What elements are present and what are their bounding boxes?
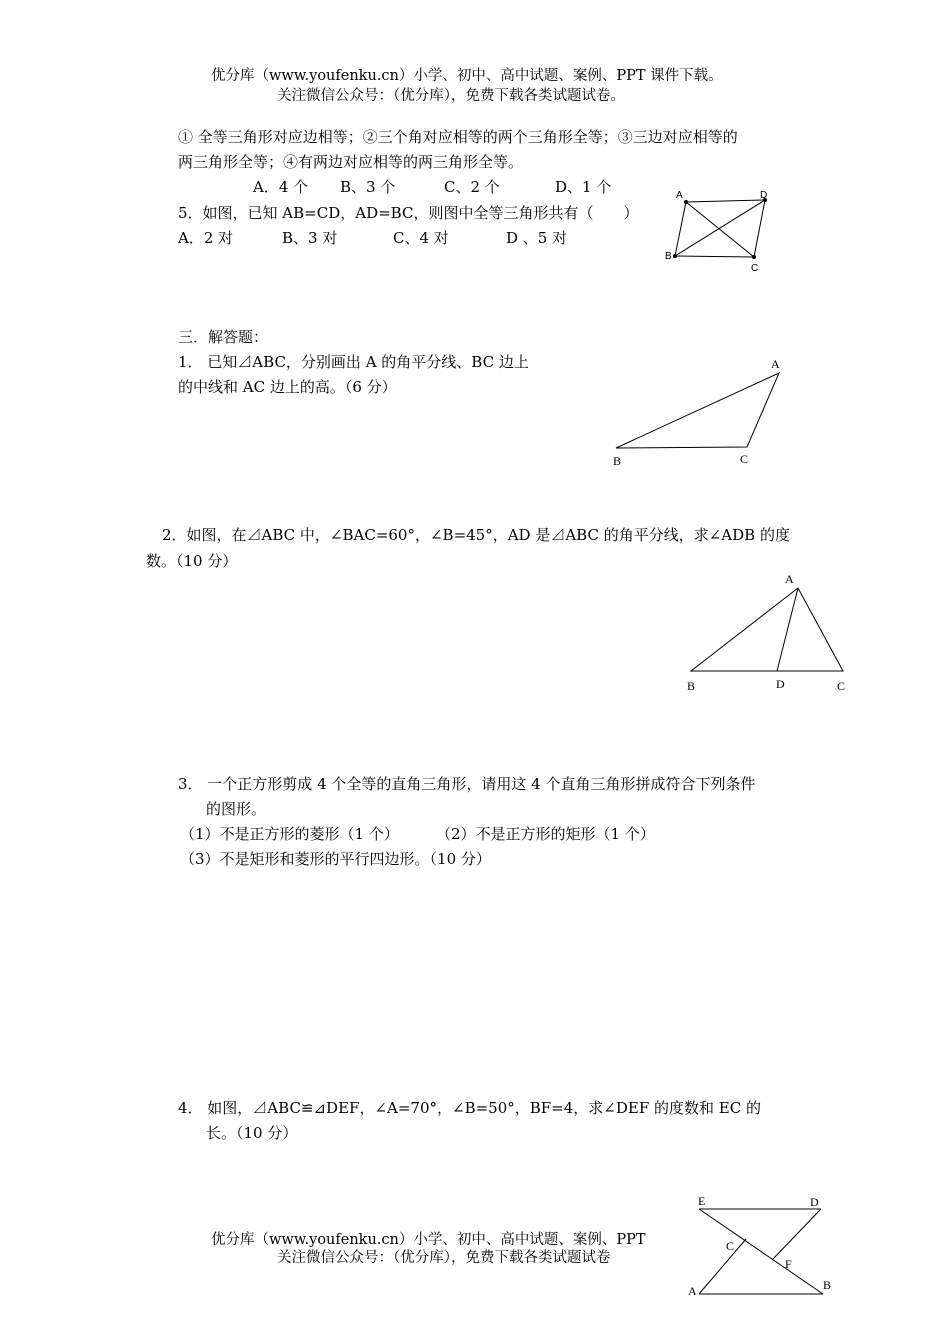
section-3-title: 三．解答题： bbox=[178, 328, 269, 346]
p4-figure-triangles bbox=[680, 1190, 850, 1300]
p4-line-1: 4． 如图，⊿ABC≌⊿DEF，∠A=70°，∠B=50°，BF=4，求∠DEF 的度数和 EC 的 bbox=[178, 1099, 761, 1117]
diagonal-db bbox=[675, 200, 765, 256]
segment-dc bbox=[754, 200, 765, 257]
label-d: D bbox=[810, 1195, 819, 1209]
label-b: B bbox=[823, 1278, 832, 1292]
q4-option-d: D、1 个 bbox=[555, 178, 612, 196]
p3-item-3: （3）不是矩形和菱形的平行四边形。（10 分） bbox=[180, 850, 491, 868]
q4-option-b: B、3 个 bbox=[340, 178, 396, 196]
segment-ad bbox=[686, 200, 765, 202]
label-d: D bbox=[760, 190, 768, 201]
q5-question: 5．如图，已知 AB=CD，AD=BC，则图中全等三角形共有（ ） bbox=[178, 204, 639, 222]
q5-option-d: D 、5 对 bbox=[506, 229, 568, 247]
q5-figure-quadrilateral bbox=[660, 186, 780, 276]
p3-item-1: （1）不是正方形的菱形（1 个） bbox=[180, 825, 399, 843]
label-c: C bbox=[740, 452, 749, 466]
p1-line-2: 的中线和 AC 边上的高。（6 分） bbox=[178, 378, 397, 396]
segment-df bbox=[772, 1209, 821, 1260]
label-b: B bbox=[665, 251, 672, 262]
bisector-ad bbox=[777, 588, 798, 671]
segment-cb bbox=[675, 256, 754, 257]
label-b: B bbox=[687, 679, 696, 693]
segment-ac bbox=[699, 1239, 746, 1294]
p2-line-2: 数。（10 分） bbox=[146, 552, 238, 570]
label-c: C bbox=[751, 263, 759, 274]
q5-option-a: A．2 对 bbox=[178, 229, 234, 247]
segment-ba bbox=[675, 202, 686, 256]
point-a bbox=[684, 200, 688, 204]
label-f: F bbox=[785, 1257, 792, 1271]
p1-line-1: 1． 已知⊿ABC，分别画出 A 的角平分线、BC 边上 bbox=[178, 353, 529, 371]
p4-line-2: 长。（10 分） bbox=[206, 1124, 298, 1142]
p3-line-2: 的图形。 bbox=[206, 800, 267, 818]
p3-line-1: 3． 一个正方形剪成 4 个全等的直角三角形，请用这 4 个直角三角形拼成符合下列条件 bbox=[178, 775, 756, 793]
label-c: C bbox=[726, 1239, 735, 1253]
segment-eb bbox=[699, 1209, 823, 1294]
footer-line-2: 关注微信公众号：（优分库），免费下载各类试题试卷 bbox=[277, 1250, 611, 1266]
label-d: D bbox=[776, 677, 785, 691]
q4-statement-line-1: ① 全等三角形对应边相等；②三个角对应相等的两个三角形全等；③三边对应相等的 bbox=[178, 128, 738, 146]
triangle-abc bbox=[691, 588, 843, 671]
label-a: A bbox=[771, 357, 780, 371]
p2-figure-triangle bbox=[680, 568, 855, 698]
q5-option-c: C、4 对 bbox=[393, 229, 449, 247]
triangle-abc bbox=[616, 373, 779, 448]
header-line-2: 关注微信公众号：（优分库），免费下载各类试题试卷。 bbox=[277, 88, 625, 104]
p1-figure-triangle bbox=[600, 355, 800, 470]
label-c: C bbox=[837, 679, 846, 693]
label-b: B bbox=[613, 454, 622, 468]
p3-item-2: （2）不是正方形的矩形（1 个） bbox=[436, 825, 655, 843]
label-a: A bbox=[676, 190, 683, 201]
point-c bbox=[752, 255, 756, 259]
label-a: A bbox=[785, 572, 794, 586]
label-a: A bbox=[688, 1284, 697, 1298]
q4-option-a: A．4 个 bbox=[253, 178, 309, 196]
q4-option-c: C、2 个 bbox=[444, 178, 500, 196]
q4-statement-line-2: 两三角形全等；④有两边对应相等的两三角形全等。 bbox=[178, 153, 524, 171]
footer-line-1: 优分库（www.youfenku.cn）小学、初中、高中试题、案例、PPT bbox=[211, 1232, 646, 1248]
p2-line-1: 2．如图，在⊿ABC 中，∠BAC=60°，∠B=45°，AD 是⊿ABC 的角平分线，求∠ADB 的度 bbox=[162, 526, 790, 544]
header-line-1: 优分库（www.youfenku.cn）小学、初中、高中试题、案例、PPT 课件下载。 bbox=[211, 68, 723, 84]
diagonal-ac bbox=[686, 202, 754, 257]
point-b bbox=[673, 254, 677, 258]
label-e: E bbox=[698, 1194, 706, 1208]
q5-option-b: B、3 对 bbox=[282, 229, 338, 247]
